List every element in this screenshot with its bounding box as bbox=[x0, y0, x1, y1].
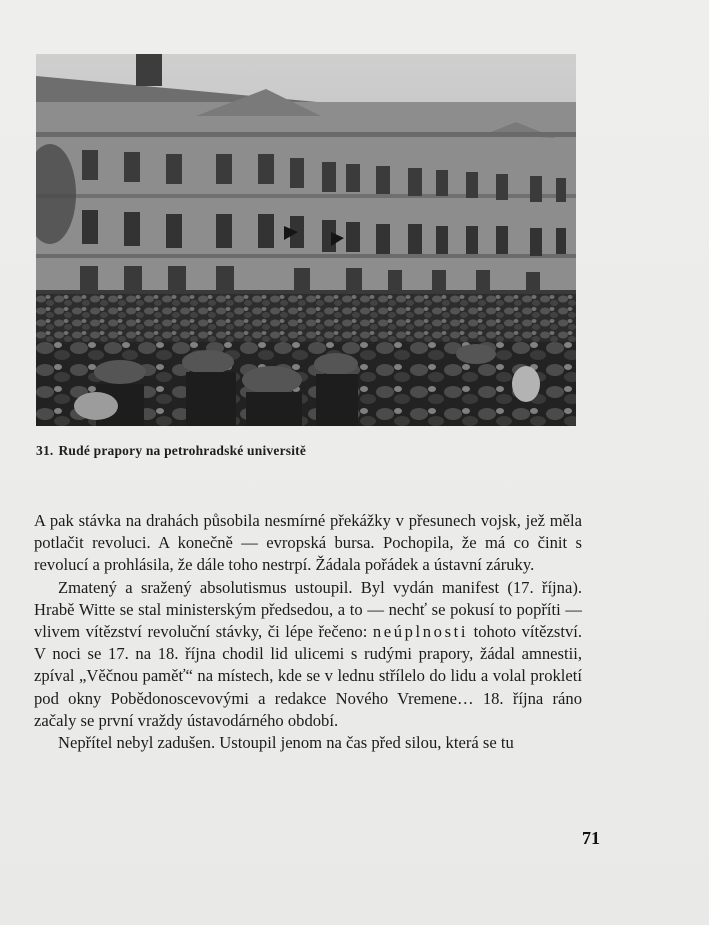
paragraph-text: tohoto vítězství. V noci se 17. na 18. října chodil lid ulicemi s rudými prapory, žádal amnestii, zpíval „Věčnou paměť“ na místech, kde se v lednu střílelo do lidu a volal prokletí pod okny Pobědonoscevovými a redakce Nového Vremene… 18. října ráno začaly se první vraždy ústavodárného období. bbox=[34, 622, 582, 730]
paragraph: Nepřítel nebyl zadušen. Ustoupil jenom na čas před silou, která se tu bbox=[58, 733, 514, 753]
body-text bbox=[34, 510, 582, 754]
figure-number: 31. bbox=[36, 443, 54, 458]
paragraph: A pak stávka na drahách působila nesmírné překážky v přesunech vojsk, jež měla potlačit revoluci. A konečně — evropská bursa. Pochopila, že má co činit s revolucí a prohlásila, že dále toho nestrpí. Žádala pořádek a ústavní záruky. bbox=[34, 511, 582, 575]
historical-photograph bbox=[36, 54, 576, 426]
paragraph-text: Zmatený a sražený absolutismus ustoupil. Byl vydán manifest (17. října). Hrabě Witte se stal ministerským předsedou, a to — nechť se pokusí to popříti — vlivem vítězství revoluční stávky, či lépe řečeno: bbox=[34, 577, 582, 642]
crowd-at-university-photo bbox=[36, 54, 576, 426]
page-number: 71 bbox=[582, 828, 600, 848]
figure-caption bbox=[36, 443, 596, 459]
emphasized-word: neúplnosti bbox=[372, 622, 469, 642]
figure-caption-text: Rudé prapory na petrohradské universitě bbox=[58, 443, 307, 458]
paragraph bbox=[34, 577, 582, 732]
